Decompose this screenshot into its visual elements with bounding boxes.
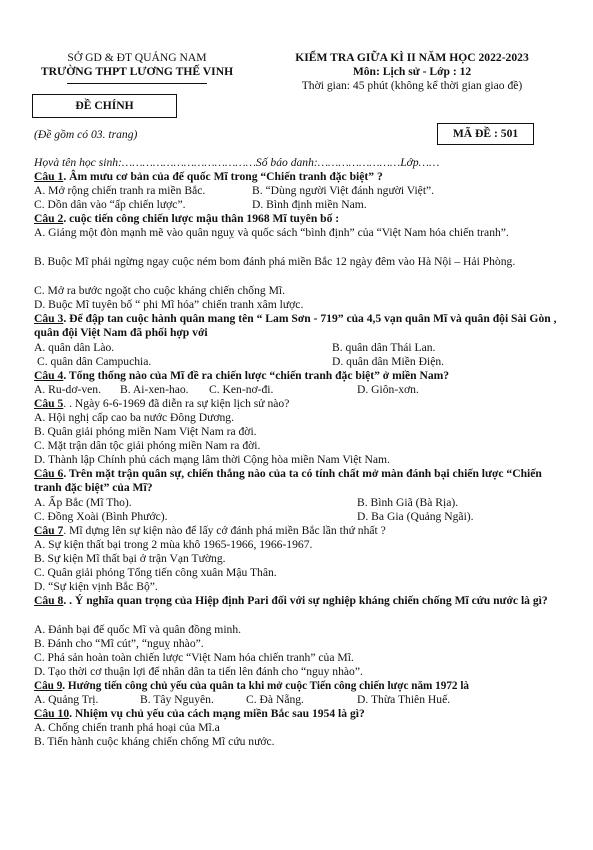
question-number: Câu 6 — [34, 467, 64, 480]
answer-option: D. quân dân Miền Điện. — [332, 355, 445, 368]
answer-option: B. Buộc Mĩ phải ngừng ngay cuộc ném bom đánh phá miền Bắc 12 ngày đêm vào Hà Nội – Hải Phòng. — [34, 255, 516, 268]
question-text: . Nhiệm vụ chủ yếu của cách mạng miền Bắc sau 1954 là gì? — [69, 707, 365, 720]
question-text: . Để đập tan cuộc hành quân mang tên “ Lam Sơn - 719” của 4,5 vạn quân Mĩ và quân đội Sài Gòn , quân đội Việt Nam đã phối hợp với — [34, 312, 557, 340]
answer-option: B. Quân giải phóng miền Nam Việt Nam ra đời. — [34, 425, 257, 438]
question-text: . Trên mặt trận quân sự, chiến thắng nào của ta có tính chất mở màn đánh bại chiến lược “Chiến tranh đặc biệt” của Mĩ? — [34, 467, 542, 495]
answer-option: D. Thừa Thiên Huế. — [357, 693, 451, 706]
answer-option: D. Tạo thời cơ thuận lợi để nhân dân ta tiến lên đánh cho “nguy nhào”. — [34, 665, 363, 678]
answer-option: D. “Sự kiện vịnh Bắc Bộ”. — [34, 580, 158, 593]
question-number: Câu 5 — [34, 397, 64, 410]
answer-option: C. quân dân Campuchia. — [37, 355, 152, 368]
answer-option: B. Đánh cho “Mĩ cút”, “nguỵ nhào”. — [34, 637, 204, 650]
answer-option: D. Buộc Mĩ tuyên bố “ phi Mĩ hóa” chiến tranh xâm lược. — [34, 298, 304, 311]
answer-option: A. quân dân Lào. — [34, 341, 115, 354]
answer-option: B. Tây Nguyên. — [140, 693, 214, 706]
answer-option: A. Sự kiện thất bại trong 2 mùa khô 1965-1966, 1966-1967. — [34, 538, 313, 551]
answer-option: D. Giôn-xơn. — [357, 383, 419, 396]
official-label: ĐỀ CHÍNH — [75, 99, 134, 112]
question-6 — [34, 467, 564, 495]
answer-option: B. Bình Giã (Bà Rịa). — [357, 496, 459, 509]
answer-option: B. Ai-xen-hao. — [120, 383, 189, 396]
question-number: Câu 2 — [34, 212, 64, 225]
answer-option: B. Sự kiện Mĩ thất bại ở trận Vạn Tường. — [34, 552, 226, 565]
question-text: . Âm mưu cơ bản của đế quốc Mĩ trong “Chiến tranh đặc biệt” ? — [63, 170, 383, 183]
question-text: . . Ý nghĩa quan trọng của Hiệp định Pari đối với sự nghiệp kháng chiến chống Mĩ cứu nước là gì? — [63, 594, 548, 607]
answer-option: C. Đồng Xoài (Bình Phước). — [34, 510, 168, 523]
school-name: TRƯỜNG THPT LƯƠNG THẾ VINH — [40, 65, 234, 78]
answer-option: C. Đà Nẵng. — [246, 693, 304, 706]
answer-option: B. quân dân Thái Lan. — [332, 341, 436, 354]
answer-option: A. Ấp Bắc (Mĩ Tho). — [34, 496, 132, 509]
question-number: Câu 3 — [34, 312, 64, 325]
question-number: Câu 1 — [34, 170, 64, 183]
question-number: Câu 8 — [34, 594, 64, 607]
answer-option: C. Mặt trận dân tộc giải phóng miền Nam ra đời. — [34, 439, 261, 452]
exam-title: KIỂM TRA GIỮA KÌ II NĂM HỌC 2022-2023 — [295, 51, 529, 64]
question-text: . Mĩ dựng lên sự kiện nào để lấy cớ đánh phá miền Bắc lần thứ nhất ? — [63, 524, 386, 537]
question-text: . Tổng thống nào của Mĩ đề ra chiến lược “chiến tranh đặc biệt” ở miền Nam? — [63, 369, 450, 382]
official-box — [32, 94, 177, 118]
answer-option: A. Mở rộng chiến tranh ra miền Bắc. — [34, 184, 206, 197]
answer-option: D. Bình định miền Nam. — [252, 198, 367, 211]
answer-option: D. Thành lập Chính phủ cách mạng lâm thời Cộng hòa miền Nam Việt Nam. — [34, 453, 390, 466]
answer-option: C. Mở ra bước ngoặt cho cuộc kháng chiến chống Mĩ. — [34, 284, 286, 297]
answer-option: A. Đánh bại đế quốc Mĩ và quân đồng minh. — [34, 623, 242, 636]
school-underline — [67, 83, 207, 84]
exam-code-box — [437, 123, 534, 145]
question-10 — [34, 707, 365, 721]
answer-option: B. Tiến hành cuộc kháng chiến chống Mĩ cứu nước. — [34, 735, 275, 748]
answer-option: A. Giáng một đòn mạnh mẽ vào quân nguỵ và quốc sách “bình định” của “Việt Nam hóa chiến tranh”. — [34, 226, 509, 239]
question-3 — [34, 312, 564, 340]
question-number: Câu 4 — [34, 369, 64, 382]
question-number: Câu 9 — [34, 680, 63, 692]
answer-option: A. Hội nghị cấp cao ba nước Đông Dương. — [34, 411, 234, 424]
answer-option: A. Quảng Trị. — [34, 693, 99, 706]
question-4 — [34, 369, 449, 383]
question-text: . cuộc tiến công chiến lược mậu thân 1968 Mĩ tuyên bố : — [63, 212, 340, 225]
time-line: Thời gian: 45 phút (không kể thời gian giao đề) — [301, 79, 523, 92]
answer-option: A. Ru-dơ-ven. — [34, 383, 101, 396]
department-name: SỞ GD & ĐT QUẢNG NAM — [67, 51, 207, 64]
question-1 — [34, 170, 383, 184]
question-9 — [34, 679, 469, 693]
answer-option: A. Chống chiến tranh phá hoại của Mĩ.a — [34, 721, 220, 734]
question-text: . Hướng tiến công chủ yếu của quân ta khi mở cuộc Tiến công chiến lược năm 1972 là — [62, 680, 470, 692]
subject-line: Môn: Lịch sử - Lớp : 12 — [352, 65, 472, 78]
question-text: . . Ngày 6-6-1969 đã diễn ra sự kiện lịch sử nào? — [63, 397, 290, 410]
question-7 — [34, 524, 386, 538]
answer-option: C. Quân giải phóng Tổng tiến công xuân Mậu Thân. — [34, 566, 277, 579]
question-number: Câu 10 — [34, 707, 70, 720]
question-2 — [34, 212, 339, 226]
answer-option: B. “Dùng người Việt đánh người Việt”. — [252, 184, 435, 197]
answer-option: D. Ba Gia (Quảng Ngãi). — [357, 510, 474, 523]
answer-option: C. Dồn dân vào “ấp chiến lược”. — [34, 198, 186, 211]
answer-option: C. Phá sản hoàn toàn chiến lược “Việt Nam hóa chiến tranh” của Mĩ. — [34, 651, 354, 664]
question-5 — [34, 397, 289, 411]
question-number: Câu 7 — [34, 524, 64, 537]
student-info-line: Họvà tên học sinh:…………………………………Số báo danh:……………………Lớp…… — [34, 156, 440, 169]
question-8 — [34, 594, 564, 608]
exam-code: MÃ ĐỀ : 501 — [452, 127, 519, 140]
pages-note: (Đề gồm có 03. trang) — [34, 128, 138, 141]
answer-option: C. Ken-nơ-đi. — [209, 383, 274, 396]
